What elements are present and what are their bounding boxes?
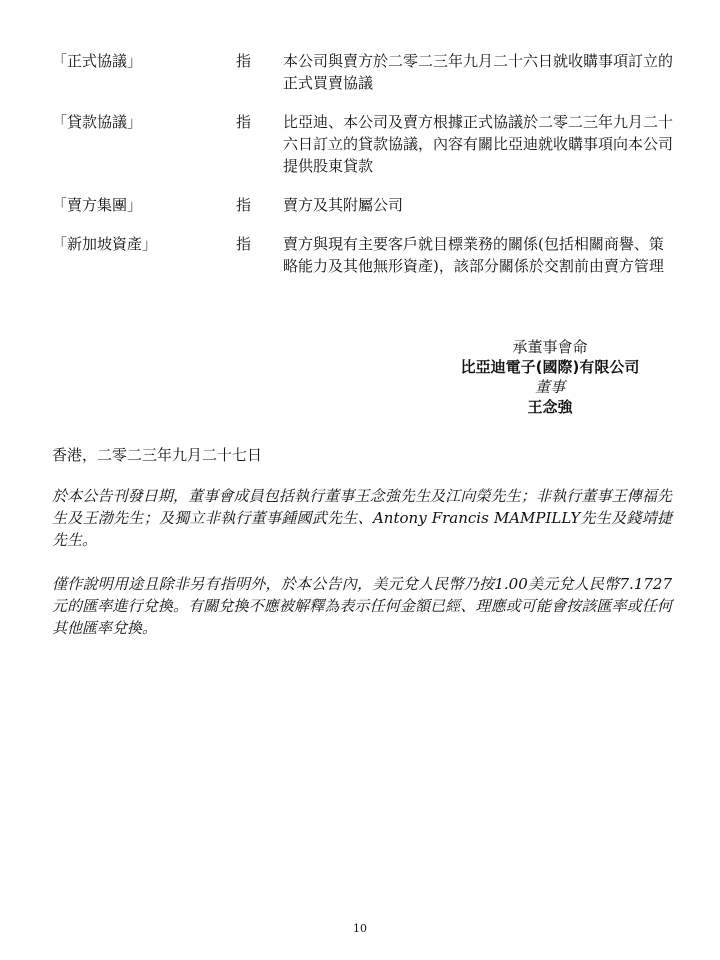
definition-means: 指 <box>236 52 252 70</box>
definition-row <box>52 194 672 216</box>
definition-means: 指 <box>236 196 252 214</box>
page-number: 10 <box>353 922 367 935</box>
board-paragraph: 於本公告刊發日期，董事會成員包括執行董事王念強先生及江向榮先生；非執行董事王傳福先生及王渤先生；及獨立非執行董事鍾國武先生、Antony Francis MAMPILLY先生及錢靖捷先生。 <box>52 487 672 549</box>
definition-text: 比亞迪、本公司及賣方根據正式協議於二零二三年九月二十六日訂立的貸款協議，內容有關比亞迪就收購事項向本公司提供股東貸款 <box>283 113 674 175</box>
signature-block <box>420 337 680 417</box>
definition-means: 指 <box>236 113 252 131</box>
definition-term: 「貸款協議」 <box>52 113 143 131</box>
currency-paragraph: 僅作說明用途且除非另有指明外，於本公告內，美元兌人民幣乃按1.00美元兌人民幣7.1727元的匯率進行兌換。有關兌換不應被解釋為表示任何金額已經、理應或可能會按該匯率或任何其他匯率兌換。 <box>52 575 672 637</box>
place-date: 香港，二零二三年九月二十七日 <box>52 446 263 464</box>
definition-row <box>52 111 672 177</box>
definition-text: 賣方及其附屬公司 <box>283 196 404 214</box>
definition-term: 「新加坡資產」 <box>52 235 158 253</box>
definition-term: 「賣方集團」 <box>52 196 143 214</box>
definition-means: 指 <box>236 235 252 253</box>
definition-row <box>52 233 672 277</box>
signature-company: 比亞迪電子(國際)有限公司 <box>460 358 640 376</box>
definition-row <box>52 50 672 94</box>
definition-text: 賣方與現有主要客戶就目標業務的關係(包括相關商譽、策略能力及其他無形資產)，該部分關係於交割前由賣方管理 <box>283 235 664 275</box>
signature-line: 承董事會命 <box>512 338 588 356</box>
definition-text: 本公司與賣方於二零二三年九月二十六日就收購事項訂立的正式買賣協議 <box>283 52 674 92</box>
signature-title: 董事 <box>534 378 565 396</box>
definition-term: 「正式協議」 <box>52 52 143 70</box>
signature-name: 王念強 <box>527 398 573 416</box>
definitions-list <box>52 50 672 294</box>
